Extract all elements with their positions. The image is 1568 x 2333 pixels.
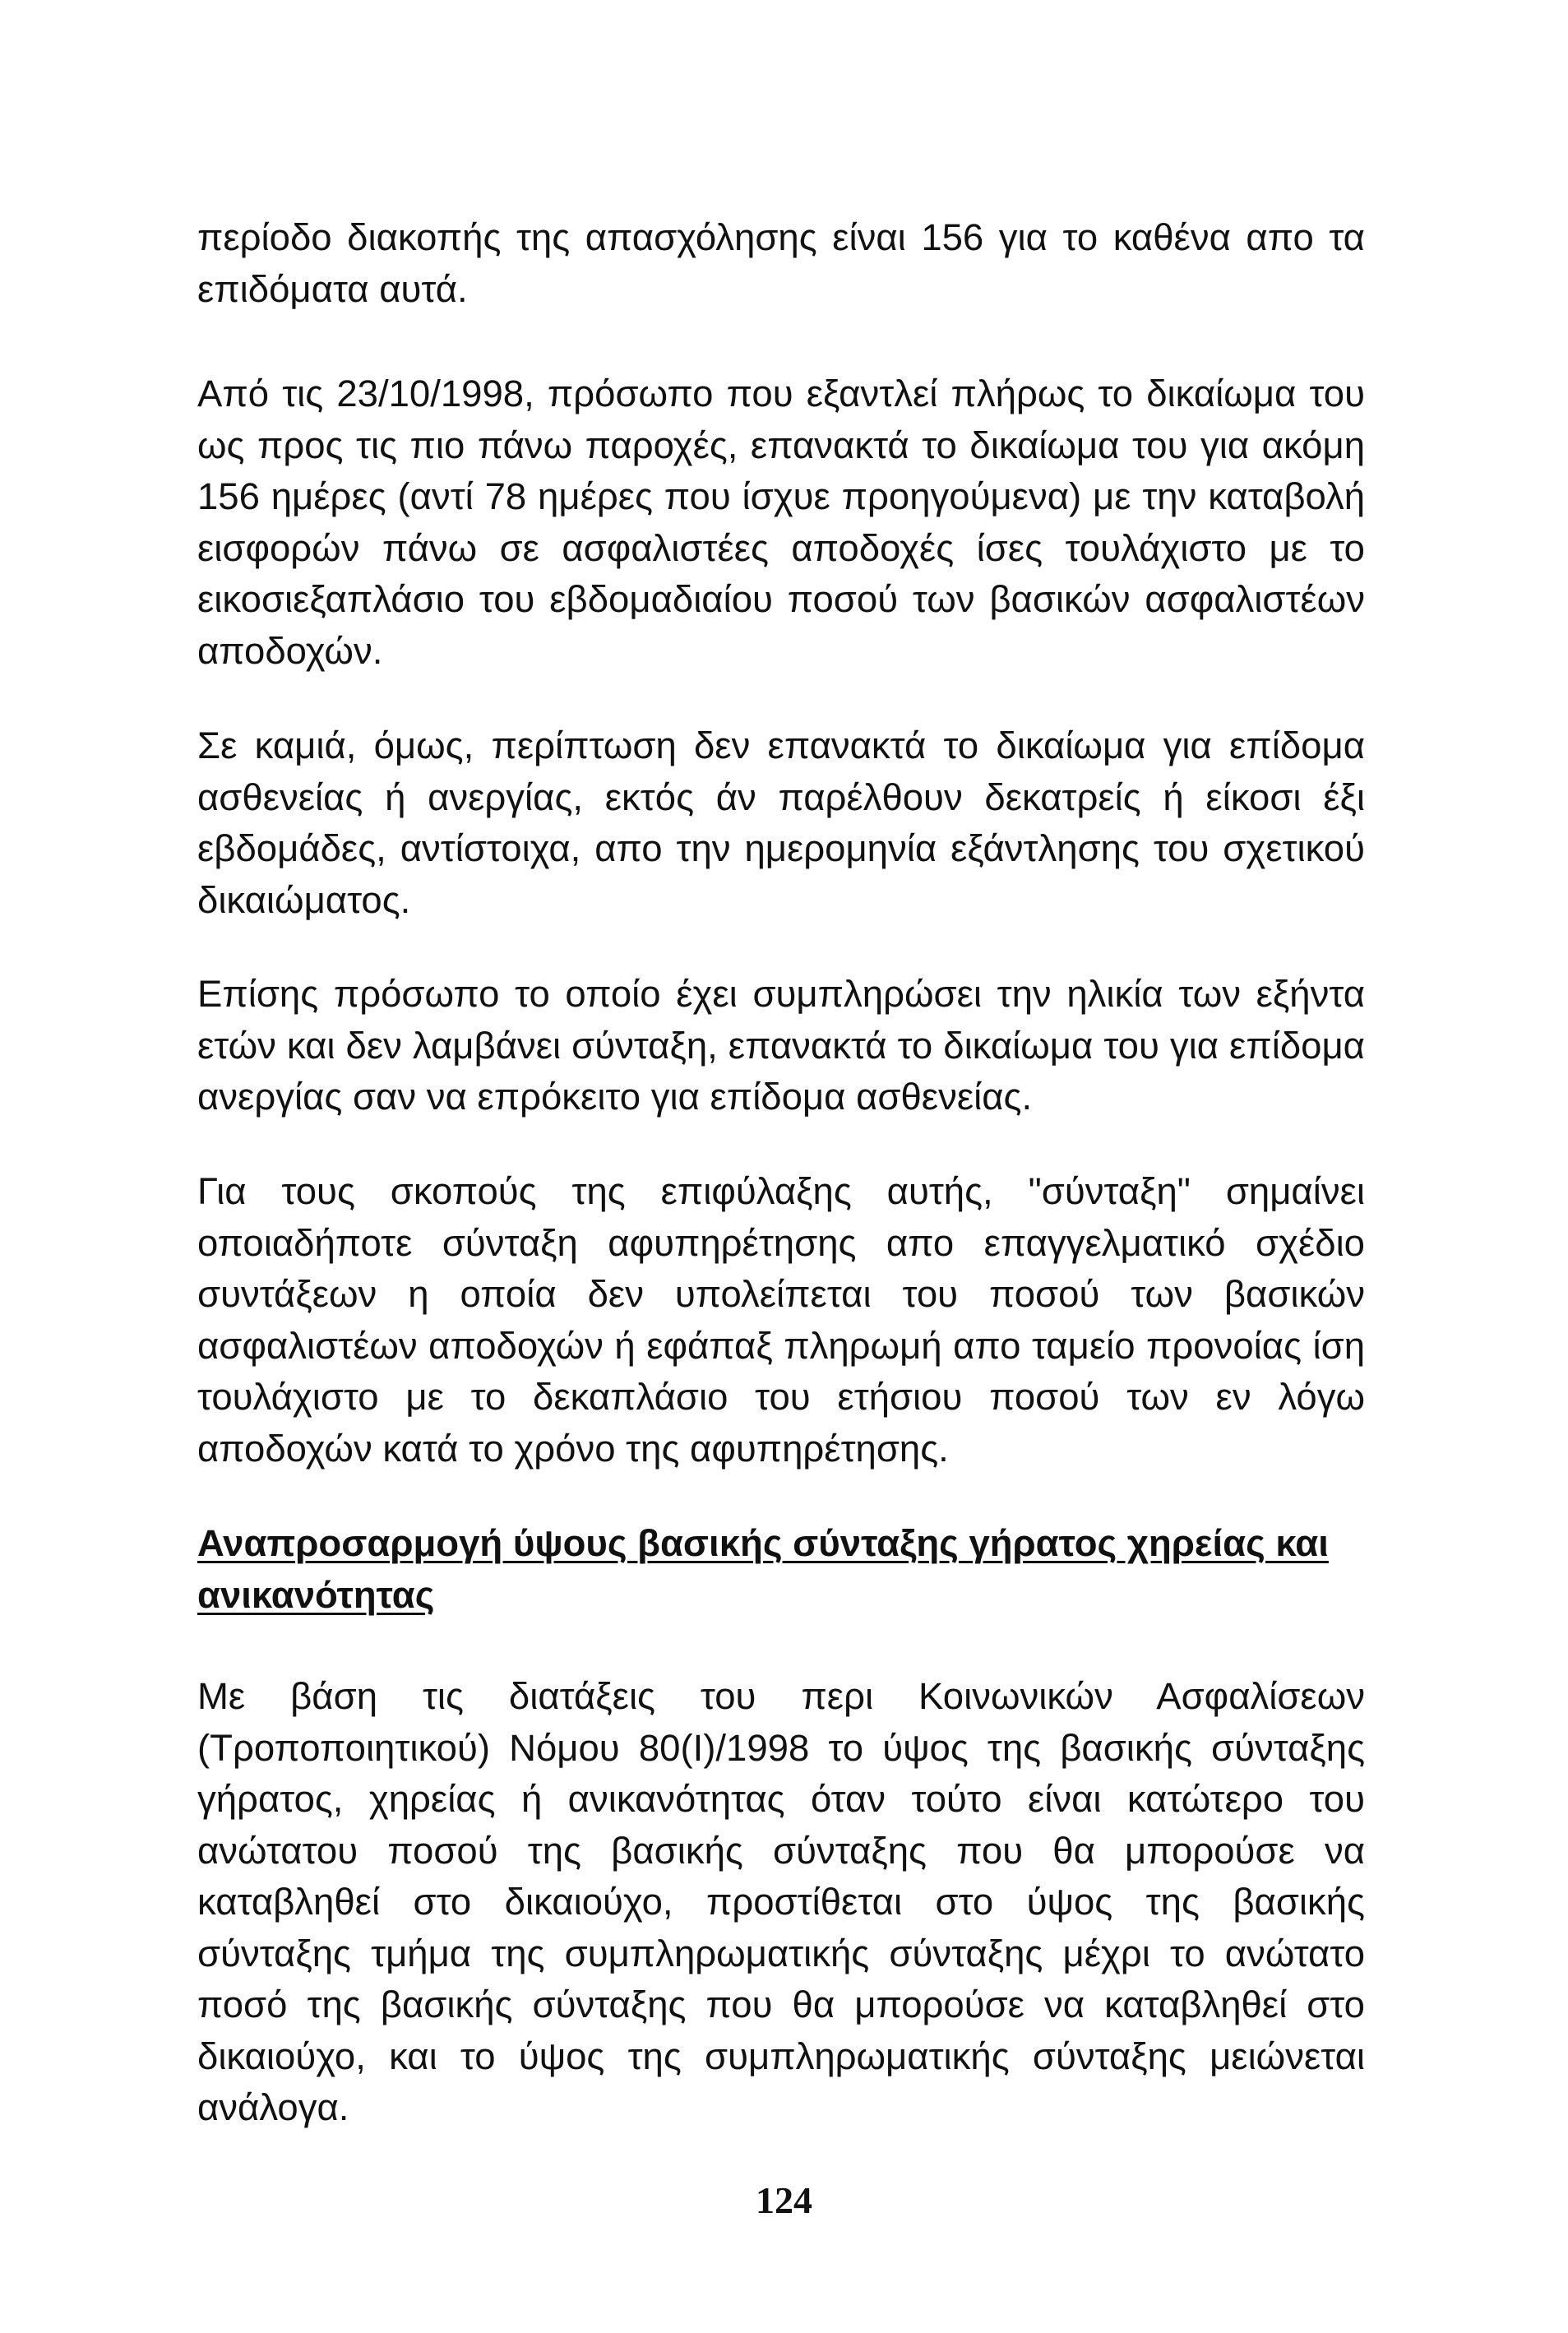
paragraph-pension-adjustment: Με βάση τις διατάξεις του περι Κοινωνικών Ασφαλίσεων (Τροποποιητικού) Νόμου 80(Ι)/1998 το ύψος της βασικής σύνταξης γήρατος, χηρείας ή ανικανότητας όταν τούτο είναι κατώτερο του ανώτατου ποσού της βασικής σύνταξης που θα μπορούσε να καταβληθεί στο δικαιούχο, προστίθεται στο ύψος της βασικής σύνταξης τμήμα της συμπληρωματικής σύνταξης μέχρι το ανώτατο ποσό της βασικής σύνταξης που θα μπορούσε να καταβληθεί στο δικαιούχο, και το ύψος της συμπληρωματικής σύνταξης μειώνεται ανάλογα. — [197, 1675, 1365, 2128]
paragraph-waiting-period: Σε καμιά, όμως, περίπτωση δεν επανακτά το δικαίωμα για επίδομα ασθενείας ή ανεργίας, εκτός άν παρέλθουν δεκατρείς ή είκοσι έξι εβδομάδες, αντίστοιχα, απο την ημερομηνία εξάντλησης του σχετικού δικαιώματος. — [197, 724, 1365, 921]
section-heading: Αναπροσαρμογή ύψους βασικής σύνταξης γήρατος χηρείας και ανικανότητας — [197, 1522, 1329, 1616]
paragraph-continuation: περίοδο διακοπής της απασχόλησης είναι 156 για το καθένα απο τα επιδόματα αυτά. — [197, 216, 1365, 310]
page-number: 124 — [756, 2179, 812, 2221]
paragraph-pension-definition: Για τους σκοπούς της επιφύλαξης αυτής, "σύνταξη" σημαίνει οποιαδήποτε σύνταξη αφυπηρέτησης απο επαγγελματικό σχέδιο συντάξεων η οποία δεν υπολείπεται του ποσού των βασικών ασφαλιστέων αποδοχών ή εφάπαξ πληρωμή απο ταμείο προνοίας ίση τουλάχιστο με το δεκαπλάσιο του ετήσιου ποσού των εν λόγω αποδοχών κατά το χρόνο της αφυπηρέτησης. — [197, 1170, 1365, 1470]
paragraph-age-sixty: Επίσης πρόσωπο το οποίο έχει συμπληρώσει την ηλικία των εξήντα ετών και δεν λαμβάνει σύνταξη, επανακτά το δικαίωμα του για επίδομα ανεργίας σαν να επρόκειτο για επίδομα ασθενείας. — [197, 973, 1365, 1118]
paragraph-reentitlement: Από τις 23/10/1998, πρόσωπο που εξαντλεί πλήρως το δικαίωμα του ως προς τις πιο πάνω παροχές, επανακτά το δικαίωμα του για ακόμη 156 ημέρες (αντί 78 ημέρες που ίσχυε προηγούμενα) με την καταβολή εισφορών πάνω σε ασφαλιστέες αποδοχές ίσες τουλάχιστο με το εικοσιεξαπλάσιο του εβδομαδιαίου ποσού των βασικών ασφαλιστέων αποδοχών. — [197, 373, 1365, 672]
